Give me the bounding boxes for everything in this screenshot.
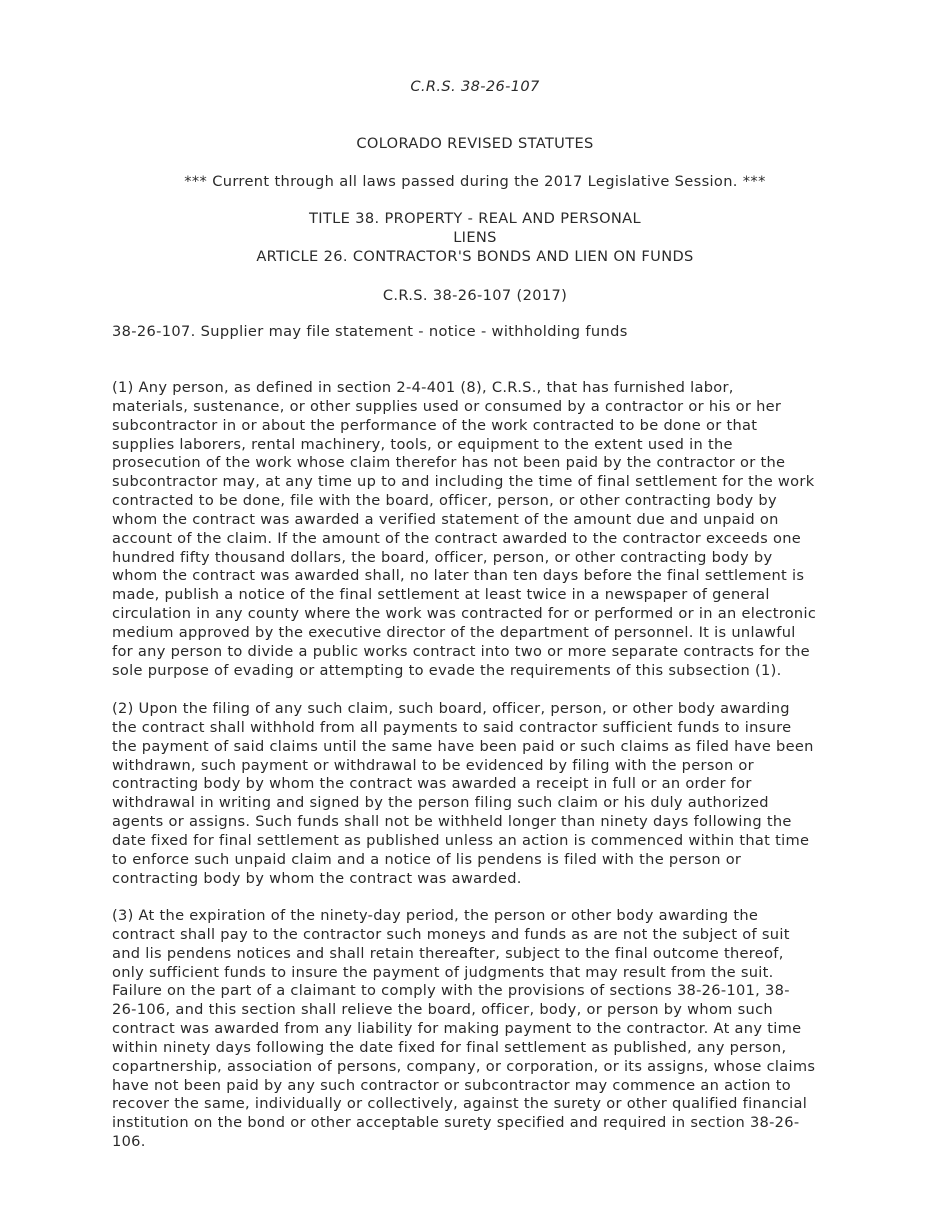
publication-name: COLORADO REVISED STATUTES	[356, 135, 594, 152]
paragraph-line: subcontractor may, at any time up to and including the time of final settlement for the work	[112, 473, 815, 491]
paragraph-line: sole purpose of evading or attempting to evade the requirements of this subsection (1).	[112, 661, 782, 679]
paragraph-line: made, publish a notice of the final settlement at least twice in a newspaper of general	[112, 586, 770, 604]
paragraph-line: have not been paid by any such contractor or subcontractor may commence an action to	[112, 1076, 792, 1094]
paragraph-line: subcontractor in or about the performance of the work contracted to be done or that	[112, 416, 758, 434]
citation-year: C.R.S. 38-26-107 (2017)	[382, 287, 568, 304]
paragraph-line: institution on the bond or other acceptable surety specified and required in section 38-26-	[112, 1114, 800, 1132]
paragraph-line: contracted to be done, file with the board, officer, person, or other contracting body by	[112, 492, 777, 510]
citation-header: C.R.S. 38-26-107	[410, 78, 540, 95]
paragraph-line: contracting body by whom the contract was awarded.	[112, 869, 522, 887]
paragraph-line: the payment of said claims until the same have been paid or such claims as filed have been	[112, 737, 814, 755]
paragraph-line: (1) Any person, as defined in section 2-4-401 (8), C.R.S., that has furnished labor,	[112, 379, 734, 396]
paragraph-line: whom the contract was awarded shall, no later than ten days before the final settlement is	[112, 567, 805, 585]
article-heading: ARTICLE 26. CONTRACTOR'S BONDS AND LIEN ON FUNDS	[256, 248, 694, 265]
paragraph-line: withdrawal in writing and signed by the person filing such claim or his duly authorized	[112, 794, 769, 812]
paragraph-line: contract was awarded from any liability for making payment to the contractor. At any time	[112, 1020, 802, 1038]
paragraph-line: recover the same, individually or collectively, against the surety or other qualified financial	[112, 1095, 808, 1113]
paragraph-line: within ninety days following the date fixed for final settlement as published, any person,	[112, 1038, 787, 1056]
paragraph-line: materials, sustenance, or other supplies used or consumed by a contractor or his or her	[112, 397, 782, 415]
paragraph-line: contract shall pay to the contractor such moneys and funds as are not the subject of suit	[112, 925, 790, 943]
subtitle-heading: LIENS	[453, 229, 497, 246]
paragraph-line: only sufficient funds to insure the payment of judgments that may result from the suit.	[112, 963, 774, 981]
title-heading: TITLE 38. PROPERTY - REAL AND PERSONAL	[308, 210, 641, 227]
paragraph-line: hundred fifty thousand dollars, the board, officer, person, or other contracting body by	[112, 548, 773, 566]
paragraph-line: copartnership, association of persons, company, or corporation, or its assigns, whose claims	[112, 1057, 816, 1075]
paragraph-line: withdrawn, such payment or withdrawal to be evidenced by filing with the person or	[112, 756, 754, 774]
paragraph-line: account of the claim. If the amount of the contract awarded to the contractor exceeds one	[112, 529, 802, 547]
paragraph-line: (2) Upon the filing of any such claim, such board, officer, person, or other body awarding	[112, 700, 790, 717]
paragraph-line: Failure on the part of a claimant to comply with the provisions of sections 38-26-101, 38-	[112, 982, 790, 1000]
currency-notice: *** Current through all laws passed during the 2017 Legislative Session. ***	[184, 173, 766, 190]
paragraph-3	[112, 907, 852, 1152]
section-heading: 38-26-107. Supplier may file statement - notice - withholding funds	[112, 323, 628, 340]
paragraph-line: the contract shall withhold from all payments to said contractor sufficient funds to insure	[112, 718, 792, 736]
paragraph-line: for any person to divide a public works contract into two or more separate contracts for the	[112, 642, 810, 660]
paragraph-line: agents or assigns. Such funds shall not be withheld longer than ninety days following the	[112, 813, 792, 831]
paragraph-line: medium approved by the executive director of the department of personnel. It is unlawful	[112, 623, 796, 641]
paragraph-line: (3) At the expiration of the ninety-day period, the person or other body awarding the	[112, 907, 759, 924]
paragraph-line: to enforce such unpaid claim and a notice of lis pendens is filed with the person or	[112, 850, 742, 868]
paragraph-2	[112, 700, 852, 888]
paragraph-1	[112, 379, 852, 681]
paragraph-line: and lis pendens notices and shall retain thereafter, subject to the final outcome thereof,	[112, 944, 784, 962]
paragraph-line: whom the contract was awarded a verified statement of the amount due and unpaid on	[112, 510, 779, 528]
paragraph-line: 106.	[112, 1133, 146, 1151]
paragraph-line: circulation in any county where the work was contracted for or performed or in an electronic	[112, 605, 817, 623]
paragraph-line: supplies laborers, rental machinery, tools, or equipment to the extent used in the	[112, 435, 733, 453]
paragraph-line: 26-106, and this section shall relieve the board, officer, body, or person by whom such	[112, 1001, 773, 1019]
paragraph-line: date fixed for final settlement as published unless an action is commenced within that time	[112, 831, 810, 849]
paragraph-line: contracting body by whom the contract was awarded a receipt in full or an order for	[112, 775, 752, 793]
paragraph-line: prosecution of the work whose claim therefor has not been paid by the contractor or the	[112, 454, 786, 472]
